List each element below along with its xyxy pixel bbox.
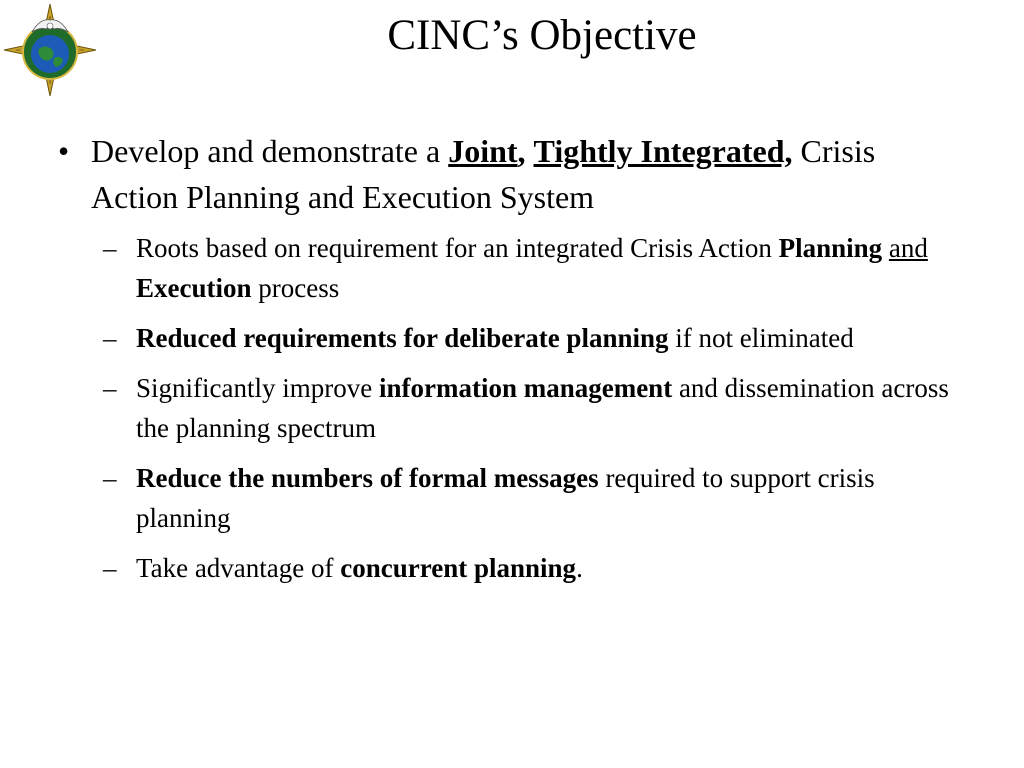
emphasis-comma: , xyxy=(517,133,526,169)
dash-marker: – xyxy=(103,373,117,403)
sub-bullet-concurrent-planning xyxy=(58,548,958,588)
slide-title: CINC’s Objective xyxy=(387,12,697,59)
sub-bullet-text: Significantly improve xyxy=(136,373,379,403)
emphasis-reduced-requirements: Reduced requirements for deliberate planning xyxy=(136,323,669,353)
sub-bullet-formal-messages xyxy=(58,458,958,538)
dash-marker: – xyxy=(103,463,117,493)
sub-bullet-text: Roots based on requirement for an integrated Crisis Action xyxy=(136,233,779,263)
sub-bullet-text: Take advantage of xyxy=(136,553,341,583)
dash-marker: – xyxy=(103,323,117,353)
emphasis-tightly-integrated: Tightly Integrated, xyxy=(533,133,793,169)
emphasis-execution: Execution xyxy=(136,273,252,303)
main-bullet-space xyxy=(526,133,534,169)
main-bullet-text: Develop and demonstrate a xyxy=(91,133,449,169)
emphasis-information-management: information management xyxy=(378,373,673,403)
sub-bullet-text: process xyxy=(251,273,340,303)
sub-bullet-list xyxy=(58,228,958,588)
emphasis-concurrent-planning: concurrent planning xyxy=(340,553,577,583)
sub-bullet-roots xyxy=(58,228,958,308)
emphasis-and: and xyxy=(888,233,928,263)
sub-bullet-space xyxy=(882,233,889,263)
dash-marker: – xyxy=(103,553,117,583)
sub-bullet-text: required to support crisis planning xyxy=(136,463,875,533)
sub-bullet-text: if not eliminated xyxy=(668,323,854,353)
slide-content xyxy=(58,128,958,598)
main-bullet xyxy=(58,128,958,220)
sub-bullet-text: . xyxy=(576,553,583,583)
sub-bullet-reduced-requirements xyxy=(58,318,958,358)
emphasis-planning: Planning xyxy=(778,233,883,263)
main-bullet-text-end: Crisis Action Planning and Execution System xyxy=(91,133,876,215)
bullet-marker: • xyxy=(58,133,70,169)
dash-marker: – xyxy=(103,233,117,263)
emphasis-formal-messages: Reduce the numbers of formal messages xyxy=(136,463,599,493)
sub-bullet-text: and dissemination across the planning spectrum xyxy=(136,373,949,443)
sub-bullet-information-management xyxy=(58,368,958,448)
emphasis-joint: Joint xyxy=(448,133,518,169)
